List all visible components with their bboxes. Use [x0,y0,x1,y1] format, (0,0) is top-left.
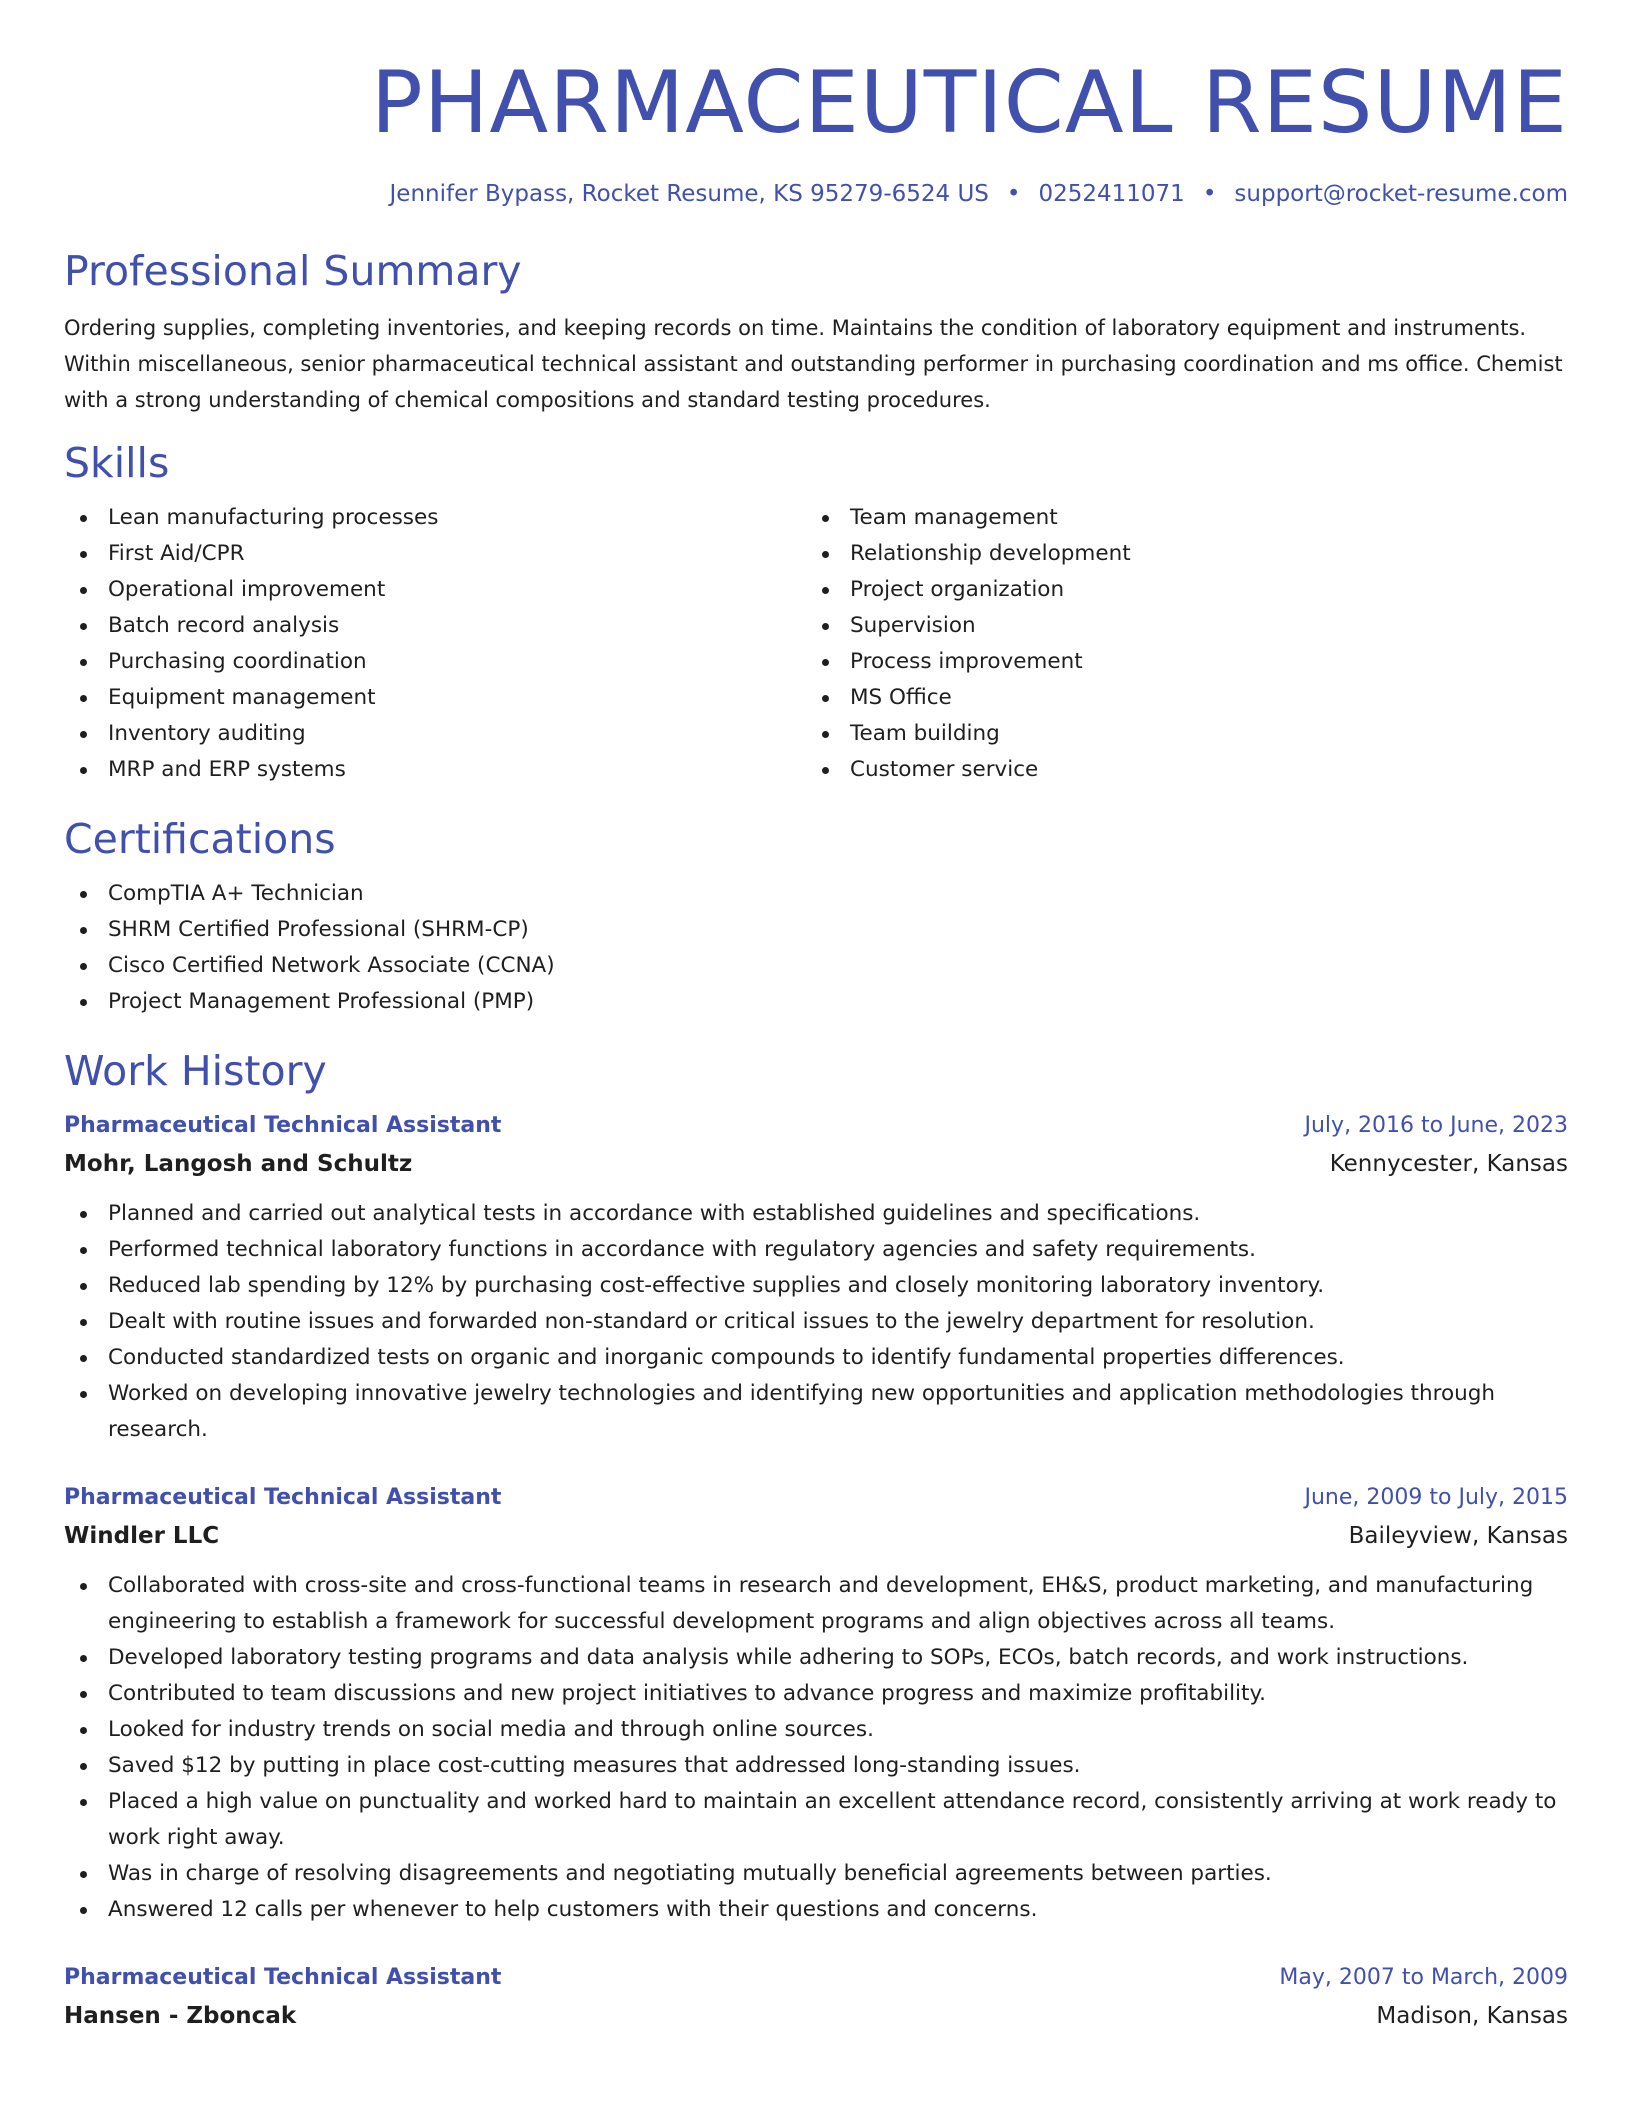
certifications-section [64,814,1568,1020]
list-item: First Aid/CPR [64,536,806,572]
list-item: Cisco Certified Network Associate (CCNA) [64,948,1568,984]
list-item: Performed technical laboratory functions in accordance with regulatory agencies and safety requirements. [64,1232,1568,1268]
list-item: Developed laboratory testing programs and data analysis while adhering to SOPs, ECOs, batch records, and work instructions. [64,1640,1568,1676]
skills-list-right [806,500,1548,788]
section-heading-certifications: Certifications [64,815,336,863]
job-company: Mohr, Langosh and Schultz [64,1151,413,1177]
job-title: Pharmaceutical Technical Assistant [64,1485,502,1510]
list-item: Placed a high value on punctuality and worked hard to maintain an excellent attendance record, consistently arriving at work ready to work right away. [64,1784,1568,1856]
job-company: Windler LLC [64,1523,220,1549]
list-item: Was in charge of resolving disagreements and negotiating mutually beneficial agreements between parties. [64,1856,1568,1892]
contact-address: Jennifer Bypass, Rocket Resume, KS 95279-6524 US [389,181,989,207]
list-item: Collaborated with cross-site and cross-functional teams in research and development, EH&S, product marketing, and manufacturing engineering to establish a framework for successful development programs and align objectives across all teams. [64,1568,1568,1640]
list-item: CompTIA A+ Technician [64,876,1568,912]
contact-phone: 0252411071 [1038,181,1185,207]
list-item: Equipment management [64,680,806,716]
document-title: PHARMACEUTICAL RESUME [370,53,1568,153]
list-item: Project organization [806,572,1548,608]
work-history-section [64,1046,1568,2036]
skills-grid [64,500,1568,788]
job-header [64,1108,1568,1144]
job-subheader [64,1996,1568,2036]
job-dates: June, 2009 to July, 2015 [1304,1485,1568,1510]
list-item: Team building [806,716,1548,752]
resume-header [64,0,1568,209]
section-heading-work-history: Work History [64,1047,327,1095]
contact-separator: • [1006,181,1021,207]
list-item: Worked on developing innovative jewelry technologies and identifying new opportunities and application methodologies through research. [64,1376,1568,1448]
job-header [64,1480,1568,1516]
job-title: Pharmaceutical Technical Assistant [64,1965,502,1990]
certifications-list [64,876,1568,1020]
list-item: MRP and ERP systems [64,752,806,788]
list-item: Reduced lab spending by 12% by purchasing cost-effective supplies and closely monitoring laboratory inventory. [64,1268,1568,1304]
job-duties-list [64,1196,1568,1448]
list-item: Saved $12 by putting in place cost-cutting measures that addressed long-standing issues. [64,1748,1568,1784]
job-location: Baileyview, Kansas [1348,1523,1568,1549]
list-item: Contributed to team discussions and new project initiatives to advance progress and maximize profitability. [64,1676,1568,1712]
list-item: Purchasing coordination [64,644,806,680]
list-item: Looked for industry trends on social media and through online sources. [64,1712,1568,1748]
job-dates: July, 2016 to June, 2023 [1304,1113,1568,1138]
job-company: Hansen - Zboncak [64,2003,297,2029]
list-item: Operational improvement [64,572,806,608]
summary-text: Ordering supplies, completing inventories, and keeping records on time. Maintains the condition of laboratory equipment and instruments. Within miscellaneous, senior pharmaceutical technical assistant and outstanding performer in purchasing coordination and ms office. Chemist with a strong understanding of chemical compositions and standard testing procedures. [64,316,1563,412]
job-location: Madison, Kansas [1376,2003,1568,2029]
list-item: Batch record analysis [64,608,806,644]
job-entry [64,1960,1568,2036]
job-entry [64,1108,1568,1448]
list-item: SHRM Certified Professional (SHRM-CP) [64,912,1568,948]
list-item: Dealt with routine issues and forwarded non-standard or critical issues to the jewelry department for resolution. [64,1304,1568,1340]
section-heading-skills: Skills [64,439,170,487]
job-subheader [64,1516,1568,1556]
job-dates: May, 2007 to March, 2009 [1279,1965,1568,1990]
contact-separator: • [1202,181,1217,207]
list-item: Answered 12 calls per whenever to help customers with their questions and concerns. [64,1892,1568,1928]
list-item: Inventory auditing [64,716,806,752]
job-header [64,1960,1568,1996]
list-item: Relationship development [806,536,1548,572]
list-item: Project Management Professional (PMP) [64,984,1568,1020]
professional-summary-section [64,246,1568,418]
job-duties-list [64,1568,1568,1928]
list-item: Planned and carried out analytical tests in accordance with established guidelines and specifications. [64,1196,1568,1232]
job-location: Kennycester, Kansas [1329,1151,1568,1177]
job-title: Pharmaceutical Technical Assistant [64,1113,502,1138]
list-item: Customer service [806,752,1548,788]
list-item: Supervision [806,608,1548,644]
list-item: Team management [806,500,1548,536]
contact-email: support@rocket-resume.com [1234,181,1568,207]
job-subheader [64,1144,1568,1184]
job-entry [64,1480,1568,1928]
contact-line [64,179,1568,209]
list-item: Process improvement [806,644,1548,680]
list-item: Lean manufacturing processes [64,500,806,536]
skills-section [64,438,1568,788]
skills-list-left [64,500,806,788]
section-heading-summary: Professional Summary [64,247,522,295]
list-item: Conducted standardized tests on organic and inorganic compounds to identify fundamental properties differences. [64,1340,1568,1376]
list-item: MS Office [806,680,1548,716]
